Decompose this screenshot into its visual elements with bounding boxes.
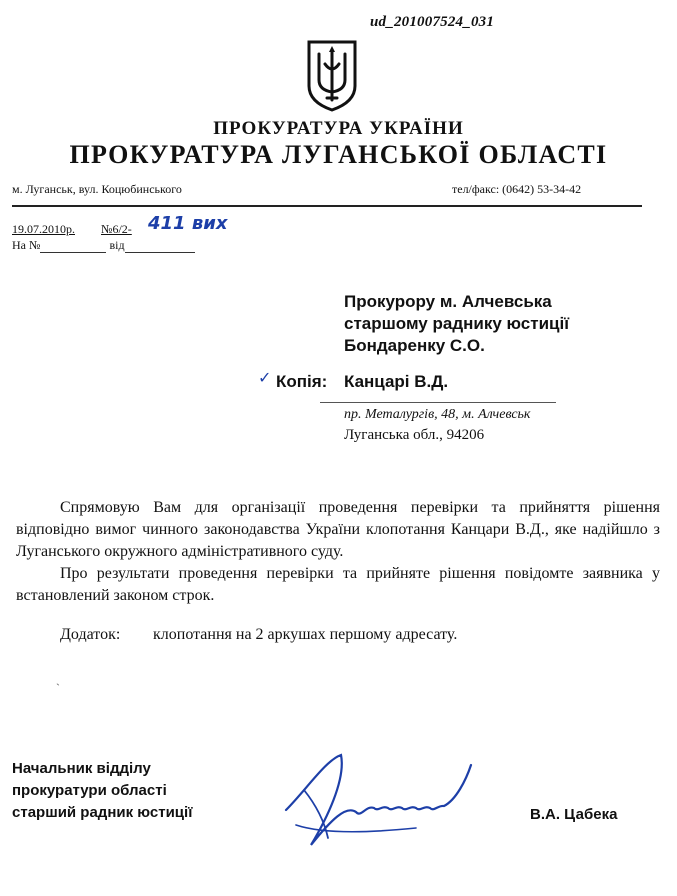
phone-fax: тел/факс: (0642) 53-34-42: [452, 182, 582, 196]
reg-number-prefix: №6/2-: [101, 222, 132, 236]
stray-mark: ˎ: [56, 672, 60, 686]
attachment-label: Додаток:: [60, 626, 121, 643]
registration-line: [12, 222, 132, 237]
header-line-1: ПРОКУРАТУРА УКРАЇНИ: [213, 118, 464, 139]
attachment-text: клопотання на 2 аркушах першому адресату.: [153, 626, 458, 643]
signatory-title-2: прокуратури області: [12, 782, 167, 799]
reg-date: 19.07.2010р.: [12, 222, 75, 236]
recipient-line-1: Прокурору м. Алчевська: [344, 292, 552, 311]
recipient-line-3: Бондаренку С.О.: [344, 336, 485, 355]
recipient-line-2: старшому раднику юстиції: [344, 314, 569, 333]
header-line-2: ПРОКУРАТУРА ЛУГАНСЬКОЇ ОБЛАСТІ: [69, 140, 608, 169]
document-id: ud_201007524_031: [370, 14, 495, 30]
copy-city: Луганська обл., 94206: [344, 427, 485, 443]
address: м. Луганськ, вул. Коцюбинського: [12, 182, 182, 196]
copy-label: Копія:: [276, 372, 328, 391]
copy-name: Канцарі В.Д.: [344, 372, 449, 391]
ref-label: На №: [12, 238, 41, 252]
ref-from: від: [109, 238, 125, 252]
copy-street: пр. Металургів, 48, м. Алчевськ: [344, 407, 531, 422]
signatory-title-3: старший радник юстиції: [12, 804, 193, 821]
signature-icon: [266, 750, 476, 855]
copy-divider: [320, 402, 556, 403]
reg-number-handwritten: 411 вих: [148, 213, 228, 234]
reference-line: [12, 238, 195, 253]
trident-emblem-icon: [305, 40, 359, 112]
body-paragraph-1: Спрямовую Вам для організації проведення перевірки та прийняття рішення відповідно вимог чинного законодавства України клопотання Канцари В.Д., яке надійшло з Луганського окружного адміністративного суду.: [16, 499, 660, 560]
signatory-name: В.А. Цабека: [530, 806, 618, 823]
signatory-title-1: Начальник відділу: [12, 760, 151, 777]
header-divider: [12, 205, 642, 207]
check-mark-icon: ✓: [258, 368, 272, 387]
body-paragraph-2: Про результати проведення перевірки та прийняте рішення повідомте заявника у встановлений законом строк.: [16, 565, 660, 604]
